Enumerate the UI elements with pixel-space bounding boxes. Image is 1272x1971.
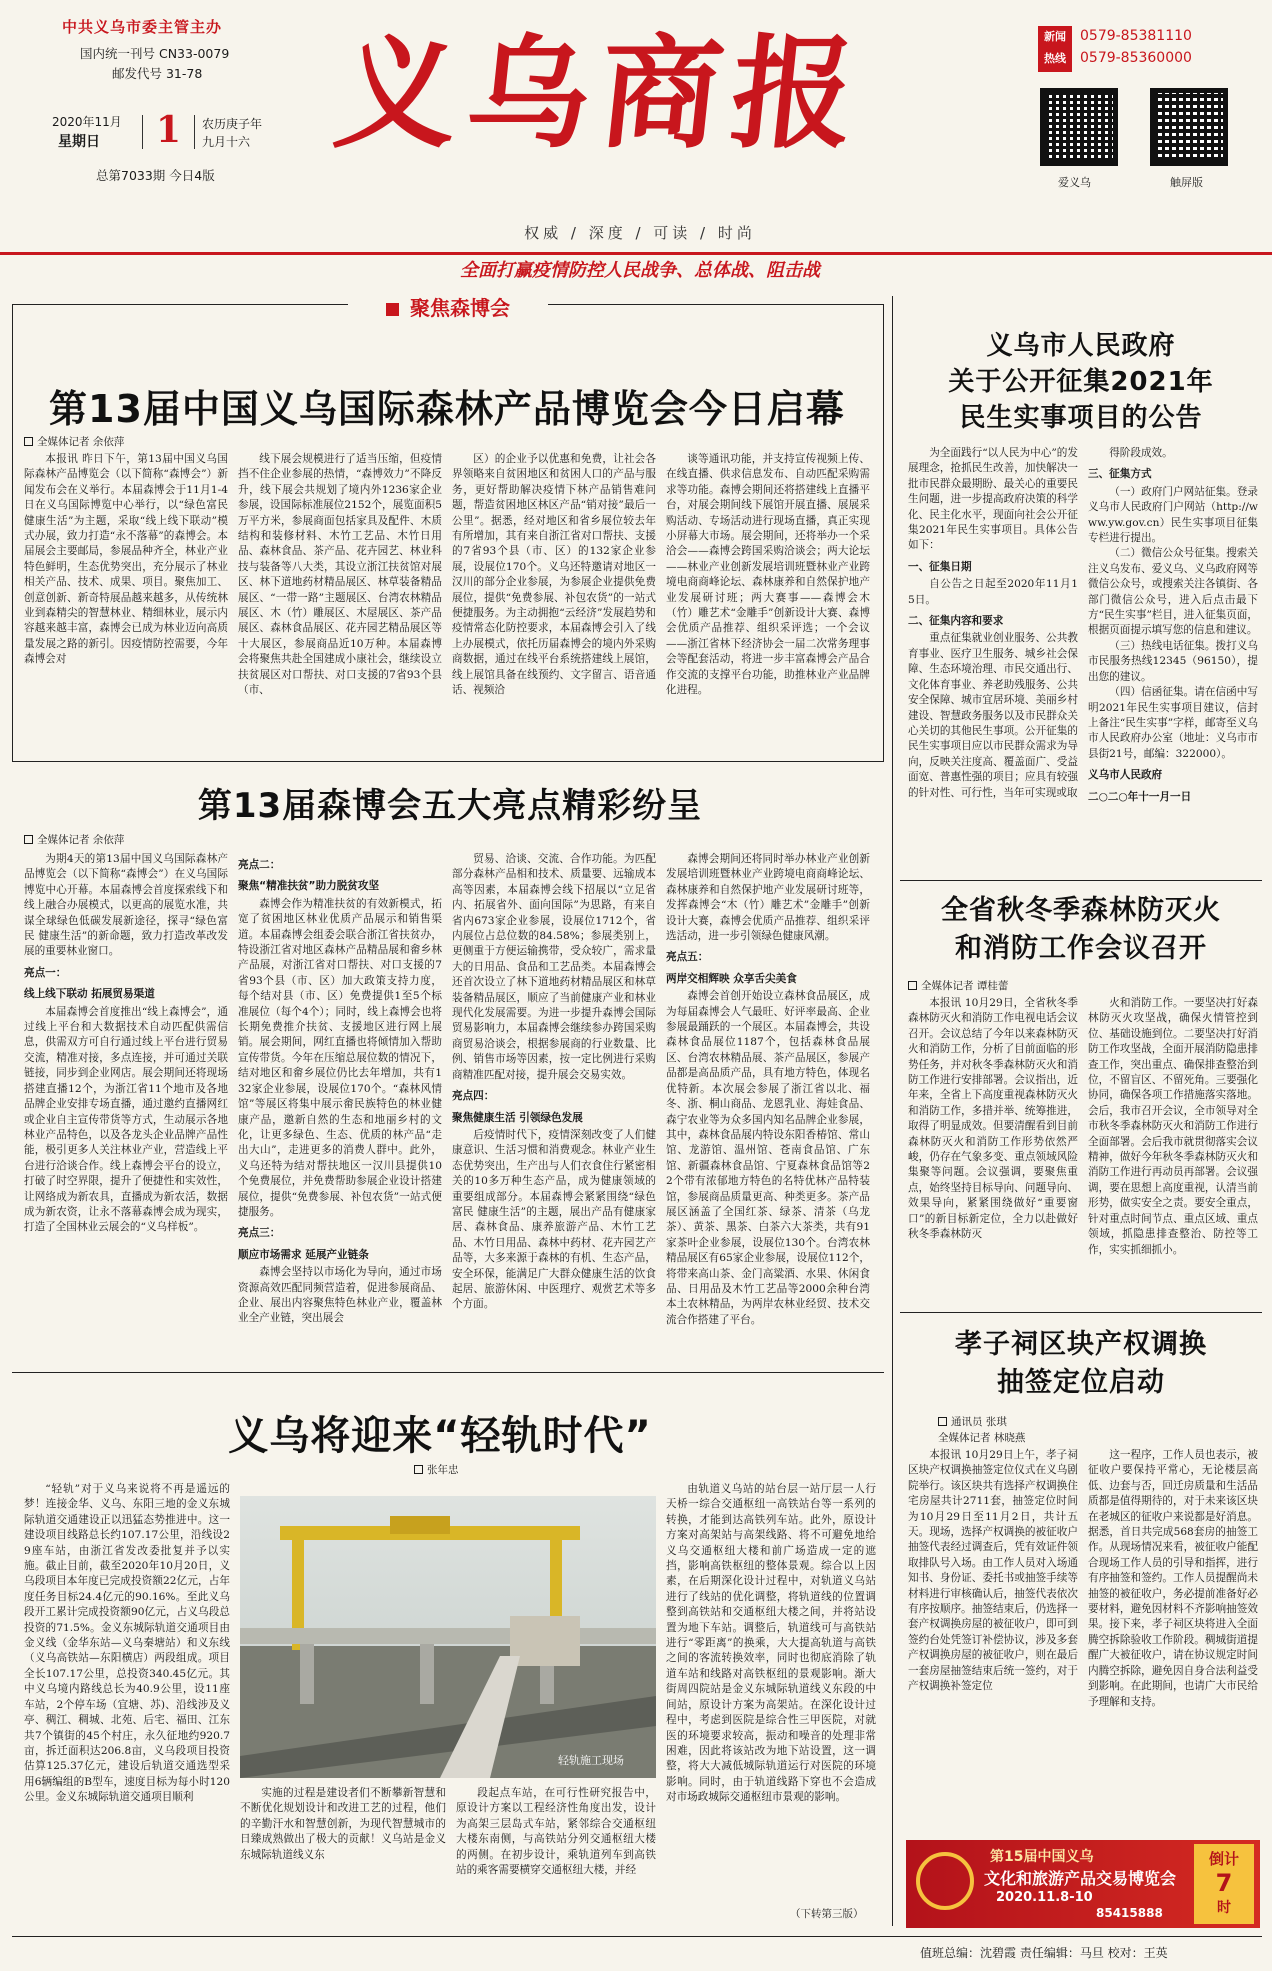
paragraph: 本届森博会首度推出“线上森博会”，通过线上平台和大数据技术自动匹配供需信息，供需双方可自行通过线上平台进行贸易交流，精准对接，多点连接，并可通过关联链接，同步到企业网店。展会期间还将现场搭建直播12个，为浙江省11个地市及各地品牌企业安排专场直播，通过邀约直播网红或企业自主宣传带货等方式，生动展示各地林业产品特色，以及各龙头企业品牌产品性能，极引更多人关注林业产业，营造线上平台进行洽谈合作。线上森博会平台的设立，打破了时空界限，提升了便捷性和实效性，让网络成为新农具，直播成为新农活，数据成为新农资，让永不落幕森博会成为现实，打造了全国林业云展会的“义乌样板”。 xyxy=(24,1005,228,1234)
ancestral-byline-1 xyxy=(938,1414,1007,1429)
ad-hotline: 85415888 xyxy=(1096,1906,1163,1920)
light-rail-col-4: 由轨道义乌站的站台层一站厅层一人行天桥一综合交通枢纽一高铁站台等一系列的转换，才能到达高铁列车站。此外，原设计方案对高架站与高架线路、将不可避免地给义乌交通枢纽大楼和前广场造成一定的遮挡，影响高铁枢纽的整体景观。综合以上因素，在后期深化设计过程中，对轨道义乌站进行了线站的优化调整，将轨道线的位置调整到高铁站和交通枢纽大楼之间，并将站设置为地下车站。调整后，轨道线可与高铁站进行“零距离”的换乘，大大提高轨道与高铁之间的客流转换效率，同时也彻底消除了轨道车站和线路对高铁枢纽的景观影响。渐大街周四院站是金义东城际轨道线义东段的中间站，原设计方案为高架站。在深化设计过程中，考虑到医院是综合性三甲医院，对就医的环境要求较高，振动和噪音的处理非常困难，因此将该站改为地下站设置，这一调整，将大大减低城际轨道运行对医院的环境影响。同时，由于轨道线路下穿也不会造成对市场政城际交通枢纽市景观的影响。 xyxy=(666,1483,876,1804)
lead-byline-text: 全媒体记者 余依萍 xyxy=(37,436,125,448)
highlights-byline-text: 全媒体记者 余依萍 xyxy=(37,834,125,846)
qr-label-1: 爱义乌 xyxy=(1058,176,1091,189)
forest-fire-headline xyxy=(900,892,1262,968)
paragraph: 自公告之日起至2020年11月15日。 xyxy=(908,578,1078,606)
light-rail-photo xyxy=(240,1496,656,1778)
notice-col-1 xyxy=(908,446,1078,872)
divider-horizontal-1 xyxy=(12,1372,884,1373)
paragraph: （四）信函征集。请在信函中写明2021年民生实事项目建议，信封上备注“民生实事”字样，邮寄至义乌市人民政府办公室（地址：义乌市市县街21号，邮编：322000）。 xyxy=(1088,686,1258,760)
subheading: 义乌市人民政府 xyxy=(1088,769,1163,782)
divider-horizontal-3 xyxy=(900,1312,1262,1313)
ancestral-byline-text-2: 全媒体记者 林晓燕 xyxy=(938,1432,1026,1444)
hotline-tag-2: 热线 xyxy=(1044,52,1066,65)
forest-fire-columns xyxy=(908,996,1258,1302)
sponsor-line: 中共义乌市委主管主办 xyxy=(62,18,223,36)
ad-logo-icon xyxy=(916,1852,974,1910)
footer-credits: 值班总编：沈碧霞 责任编辑：马旦 校对：王英 xyxy=(920,1946,1168,1960)
date-divider-2 xyxy=(194,115,195,149)
forest-fire-byline-text: 全媒体记者 谭桂蕾 xyxy=(921,980,1009,992)
highlights-col-3 xyxy=(452,852,656,1360)
notice-headline-3: 民生实事项目的公告 xyxy=(959,403,1203,433)
date-year-month: 2020年11月 xyxy=(52,115,122,129)
divider-horizontal-2 xyxy=(900,880,1262,881)
ad-edition: 第15届中国义乌 xyxy=(990,1849,1094,1865)
ancestral-columns xyxy=(908,1448,1258,1832)
subheading: 两岸交相辉映 众享舌尖美食 xyxy=(666,972,797,985)
hotline-block xyxy=(1038,26,1238,82)
paragraph: 后疫情时代下，疫情深刻改变了人们健康意识、生活习惯和消费观念。林业产业生态优势突出，生产出与人们衣食住行紧密相关的10多万种生态产品，成为健康领域的重要组成部分。本届森博会紧紧围绕“绿色富民 健康生活”的主题，展出产品有健康家居、森林食品、康养旅游产品、木竹工艺品、木竹日用品、森林中药材、花卉园艺产品等，大多来源于森林的有机、生态产品，安全环保，能满足广大群众健康生活的饮食起居、旅游休闲、中医理疗、观赏艺术等多个方面。 xyxy=(452,1128,656,1311)
section-label-text: 聚焦森博会 xyxy=(410,296,511,320)
lead-col-4: 谈等通讯功能，并支持宣传视频上传、在线直播、供求信息发布、自动匹配采购需求等功能。森博会期间还将搭建线上直播平台，对展会期间线下展馆开展直播、展展采购活动、专场活动进行现场直播，真正实现小屏幕大市场。展会期间，还将举办一个采洽会——森博会跨国采购洽谈会；两大论坛——林业产业创新发展培训班暨林业产业跨境电商商峰论坛、森林康养和自然保护地产业发展研讨班；两大赛事——森博会木（竹）雕艺术“金雕手”创新设计大赛、森博会优质产品推荐、组织采评选；一个会议——浙江省林下经济协会一届二次常务理事会等配套活动，将进一步丰富森博会产品合作交流的支撑平台功能，助推林业产业品牌化进程。 xyxy=(666,453,870,697)
subheading: 二、征集内容和要求 xyxy=(908,615,1004,628)
forest-fire-headline-1: 全省秋冬季森林防灭火 xyxy=(941,895,1221,926)
ancestral-byline-2 xyxy=(938,1430,1025,1445)
section-label-marker xyxy=(386,303,399,316)
ancestral-byline-text-1: 通讯员 张琪 xyxy=(951,1416,1007,1428)
light-rail-col-2: 实施的过程是建设者们不断攀新智慧和不断优化规划设计和改进工艺的过程，他们的辛勤汗水和智慧创新，为现代智慧城市的日臻成熟做出了极大的贡献！义乌站是金义东城际轨道线义东 xyxy=(240,1787,446,1861)
paragraph: 为全面践行“以人民为中心”的发展理念，抢抓民生改善，加快解决一批市民群众最期盼、最关心的重要民生问题，进一步提高政府决策的科学化、民主化水平，现面向社会公开征集2021年民生实事项目。具体公告如下： xyxy=(908,447,1078,552)
weekday: 星期日 xyxy=(58,134,100,150)
subheading: 一、征集日期 xyxy=(908,560,972,573)
ad-title: 文化和旅游产品交易博览会 xyxy=(984,1869,1177,1888)
byline-box-icon xyxy=(414,1465,423,1474)
ad-countdown xyxy=(1194,1844,1254,1924)
subheading: 聚焦“精准扶贫”助力脱贫攻坚 xyxy=(238,880,380,893)
campaign-slogan: 全面打赢疫情防控人民战争、总体战、阻击战 xyxy=(400,256,880,282)
hotline-badge xyxy=(1038,26,1072,72)
ancestral-headline-2: 抽签定位启动 xyxy=(997,1367,1165,1398)
light-rail-byline xyxy=(414,1462,459,1477)
campaign-bar xyxy=(0,252,1272,255)
paragraph: 森博会作为精准扶贫的有效新模式，拓宽了贫困地区林业优质产品展示和销售渠道。本届森博会组委会联合浙江省扶贫办，特设浙江省对地区森林产品精品展和畲乡林产品展，对浙江省对口帮扶、对口支援的7省93个县（市、区）加大政策支持力度，每个结对县（市、区）免费提供1至5个标准展位（每个4个）；同时，线上森博会也将长期免费推介扶贫、支援地区进行网上展销。展会期间，网红直播也将倾情加入帮助宣传带货。今年在压缩总展位数的情况下，结对地区和畲乡展位仍比去年增加，共有132家企业参展，设展位170个。“森林风情馆”等展区将集中展示畲民族特色的林业健康产品，邀新自然的生态和地丽乡村的文化，让更多绿色、生态、优质的林产品“走出大山”，走进更多的消费人群中。此外，义乌还特为结对帮扶地区一汉川县提供10个免费展位，并免费帮助参展企业设计搭建展位，提供“免费参展、补包农货”一站式便捷服务。 xyxy=(238,897,442,1218)
subheading: 亮点五： xyxy=(666,951,709,964)
highlights-col-4 xyxy=(666,852,870,1360)
byline-box-icon xyxy=(24,835,33,844)
lead-headline: 第13届中国义乌国际森林产品博览会今日启幕 xyxy=(49,387,845,431)
notice-col-2 xyxy=(1088,446,1258,872)
continued-note: （下转第三版） xyxy=(790,1908,864,1920)
subheading: 亮点二： xyxy=(238,859,281,871)
subheading: 顺应市场需求 延展产业链条 xyxy=(238,1248,369,1261)
paragraph: 森博会期间还将同时举办林业产业创新发展培训班暨林业产业跨境电商商峰论坛、森林康养和自然保护地产业发展研讨班等，发挥森博会“木（竹）雕艺术”金雕手”创新设计大赛，森博会优质产品推荐、组织采评选活动，进一步引领绿色健康风潮。 xyxy=(666,853,870,943)
light-rail-col-1: “轻轨”对于义乌来说将不再是遥远的梦！连接金华、义乌、东阳三地的金义东城际轨道交通建设正以迅猛态势推进中。这一建设项目线路总长约107.17公里，沿线设29座车站，由浙江省发改委批复并予以实施。截止目前，截至2020年10月20日，义乌段项目本年度已完成投资额22亿元，占年度任务目标24.4亿元的90.16%。至此义乌段开工累计完成投资额90亿元，占义乌段总投资的71.5%。金义东城际轨道交通项目由金义线（金华东站—义乌秦塘站）和义东线（义乌高铁站—东阳横店）两段组成。项目全长107.17公里，总投资340.45亿元。其中义乌境内路线总长为40.9公里，设11座车站，2个停车场（宜塘、苏)、沿线涉及义亭、稠江、稠城、北苑、后宅、福田、江东共7个镇街的45个村庄，永久征地约920.7亩，拆迁面积达206.8亩，义乌段项目投资估算125.37亿元，建设后轨道交通选型采用6辆编组的B型车，速度目标为每小时120公里。金义东城际轨道交通项目顺利 xyxy=(24,1483,230,1804)
highlights-col-2 xyxy=(238,852,442,1360)
notice-columns xyxy=(908,446,1258,872)
highlights-col-1 xyxy=(24,852,228,1360)
notice-headline-2: 关于公开征集2021年 xyxy=(948,367,1214,397)
light-rail-col-3: 段起点车站，在可行性研究报告中，原设计方案以工程经济性角度出发，设计为高架三层岛式车站，紧邻综合交通枢纽大楼东南侧，与高铁站分列交通枢纽大楼的两侧。在初步设计，乘轨道列车到高铁站的乘客需要横穿交通枢纽大楼，并经 xyxy=(456,1787,656,1877)
day-number: 1 xyxy=(156,109,182,151)
issue-info: 总第7033期 今日4版 xyxy=(96,168,215,183)
subheading: 亮点四： xyxy=(452,1090,495,1103)
qr-code-touch[interactable] xyxy=(1150,88,1228,166)
date-divider xyxy=(142,115,143,149)
paragraph: 贸易、洽谈、交流、合作功能。为匹配部分森林产品相和技术、质量要、远输成本高等因素，本届森博会线下招展以“立足省内、拓展省外、面向国际”为思路，有来自省内673家企业参展，设展位1712个，省内展位占总位数的84.58%；参展类别上，更侧重于方便运输携带，受众较广，需求量大的日用品、食品和工艺品类。本届森博会还首次设立了林下道地药材精品展区和林草装备精品展区，顺应了当前健康产业和林业现代化发展需要。为进一步提升森博会国际贸易影响力，本届森博会继续参办跨国采购商贸易洽谈会，根据参展商的行业数量、比例、销售市场等因素，按一定比例进行采购商精准匹配对接，提升展会交易实效。 xyxy=(452,853,656,1081)
divider-vertical xyxy=(892,296,893,1926)
lunar-day: 九月十六 xyxy=(202,135,251,149)
ad-countdown-days: 7 xyxy=(1215,1869,1233,1897)
ad-countdown-unit: 时 xyxy=(1217,1900,1231,1916)
section-label xyxy=(348,292,548,321)
forest-fire-headline-2: 和消防工作会议召开 xyxy=(955,933,1207,964)
cn-number: 国内统一刊号 CN33-0079 xyxy=(80,46,230,61)
photo-caption: 轻轨施工现场 xyxy=(558,1754,624,1767)
highlights-columns xyxy=(24,852,874,1360)
qr-label-2: 触屏版 xyxy=(1170,176,1203,189)
light-rail-headline: 义乌将迎来“轻轨时代” xyxy=(228,1413,652,1459)
footer-rule xyxy=(12,1936,1262,1937)
postal-code: 邮发代号 31-78 xyxy=(112,66,203,81)
ad-dates: 2020.11.8-10 xyxy=(996,1890,1093,1905)
hotline-number-1: 0579-85381110 xyxy=(1080,28,1192,44)
notice-headline-1: 义乌市人民政府 xyxy=(986,331,1176,361)
paragraph: 森博会坚持以市场化为导向，通过市场资源高效匹配同频营造着，促进参展商品、企业、展出内容聚焦特色林业产业，覆盖林业全产业链，突出展会 xyxy=(238,1266,442,1325)
byline-box-icon xyxy=(24,437,33,446)
date-block xyxy=(52,109,274,151)
light-rail-byline-text: 张年忠 xyxy=(427,1464,459,1476)
ancestral-headline xyxy=(900,1326,1262,1402)
subheading: 亮点三： xyxy=(238,1227,281,1240)
forest-fire-col-1: 本报讯 10月29日，全省秋冬季森林防灭火和消防工作电视电话会议召开。会议总结了今年以来森林防灭火和消防工作，分析了目前面临的形势任务，并对秋冬季森林防灭火和消防工作进行安排部署。会议指出，近年来，全省上下高度重视森林防灭火和消防工作，多措并举、统筹推进，取得了明显成效。但要清醒看到目前森林防灭火和消防工作形势依然严峻，仍存在气象多变、重点领域风险集聚等问题。会议强调，要聚焦重点，始终坚持目标导向、问题导向、效果导向，紧紧围绕做好“重要窗口”的新目标新定位，全力以赴做好秋冬季森林防灭 xyxy=(908,997,1078,1241)
subheading: 线上线下联动 拓展贸易渠道 xyxy=(24,988,155,1001)
subheading: 二○二○年十一月一日 xyxy=(1088,790,1192,803)
byline-box-icon xyxy=(938,1417,947,1426)
paragraph: 得阶段成效。 xyxy=(1109,447,1173,459)
expo-advertisement[interactable] xyxy=(906,1840,1260,1928)
lead-byline xyxy=(24,434,124,449)
paragraph: 为期4天的第13届中国义乌国际森林产品博览会（以下简称“森博会”）在义乌国际博览中心开幕。本届森博会首度探索线下和线上融合办展模式，以更高的展览水准，共谋全球绿色低碳发展新途径，探寻“绿色富民 健康生活”的新命题，致力打造改革改发展的重要林业窗口。 xyxy=(24,853,228,958)
paragraph: （一）政府门户网站征集。登录义乌市人民政府门户网站（http://www.yw.gov.cn）民生实事项目征集专栏进行提出。 xyxy=(1088,485,1258,545)
hotline-number-2: 0579-85360000 xyxy=(1080,50,1192,66)
newspaper-title: 义乌商报 xyxy=(328,21,872,165)
forest-fire-byline xyxy=(908,978,1008,993)
ancestral-col-1: 本报讯 10月29日上午，孝子祠区块产权调换抽签定位仪式在义乌剧院举行。该区块共有选择产权调换住宅房屋共计2711套，抽签定位时间为10月29日至11月2日，共计五天。现场，选择产权调换的被征收户抽签代表经过调查后，凭有效证件领取排队号入场。由工作人员对入场通知书、身份证、委托书或抽签手续等材料进行审核确认后，抽签代表依次有序按顺序。抽签结束后，仍选择一套产权调换房屋的被征收户，即可到签约台处凭签订补偿协议，涉及多套产权调换房屋的被征收户，则在最后一套房屋抽签结束后统一签约，对于产权调换补签定位 xyxy=(908,1449,1078,1693)
paragraph: 森博会首创开始设立森林食品展区，成为每届森博会人气最旺、好评率最高、企业参展最踊跃的一个展区。本届森博会，共设森林食品展位1187个，包括森林食品展区、台湾农林精品展、茶产品展区，参展产品都是高品质产品，具有地方特色，体现名优特新。本次展会参展了浙江省以北、福冬、浙、桐山商品、龙恩乳业、海娃食品、森宁农业等为众多国内知名品牌企业参展，其中，森林食品展内特设东阳香椿馆、常山馆、龙游馆、温州馆、苍南食品馆、广东馆、新疆森林食品馆、宁夏森林食品馆等22个带有浓郁地方特色的名特优林产品特装馆，参展商品质量更高、种类更多。茶产品展区涵盖了全国红茶、绿茶、清茶（乌龙茶）、黄茶、黑茶、白茶六大茶类，共有91家茶叶企业参展，设展位130个。台湾农林精品展区有65家企业参展，设展位112个，将带来高山茶、金门高粱酒、水果、休闲食品、日用品及木竹工艺品等2000余种台湾本土农林精品，为两岸农林业经贸、技术交流合作搭建了平台。 xyxy=(666,990,870,1326)
highlights-headline: 第13届森博会五大亮点精彩纷呈 xyxy=(197,786,703,826)
lead-col-1: 本报讯 昨日下午，第13届中国义乌国际森林产品博览会（以下简称“森博会”）新闻发布会在义举行。本届森博会于11月1-4日在义乌国际博览中心举行，以“绿色富民 健康生活”为主题，采取“线上线下联动”模式办展，致力打造“永不落幕”的森博会。本届展会主要邮局，参展品种齐全，林业产业特色鲜明，生态优势突出，充分展示了林业相关产品、技术、成果、项目。聚焦加工、创意创新、新奇特展品越来越多，从传统林业到森精尖的智慧林业、精细林业，展示内容越来越丰富，森博会已成为林业迈向高质量发展之路的新引。因疫情防控需要，今年森博会对 xyxy=(24,453,228,666)
notice-headline xyxy=(900,328,1262,436)
ancestral-headline-1: 孝子祠区块产权调换 xyxy=(955,1329,1207,1360)
subheading: 亮点一： xyxy=(24,966,67,979)
ancestral-col-2: 这一程序，工作人员也表示，被征收户要保持平常心，无论楼层高低、边套与否，回迁房质量和生活品质都是值得期待的，对于未来该区块在老城区的征收户来说都是好消息。据悉，首日共完成568套房的抽签工作。从现场情况来看，被征收户能配合现场工作人员的引导和指挥，进行有序抽签和签约。工作人员提醒尚未抽签的被征收户，务必提前准备好必要材料，避免因材料不齐影响抽签效果。接下来，孝子祠区块将进入全面腾空拆除验收工作阶段。稠城街道提醒广大被征收户，请在协议规定时间内腾空拆除，避免因自身合法利益受到影响。在此期间，也请广大市民给予理解和支持。 xyxy=(1088,1449,1258,1708)
forest-fire-col-2: 火和消防工作。一要坚决打好森林防灭火攻坚战，确保火情管控到位、基础设施到位。二要坚决打好消防工作攻坚战，全面开展消防隐患排查工作，突出重点、确保排查整治到位，不留盲区、不留死角。三要强化协同，确保各项工作措施落实落地。会后，我市召开会议，全市领导对全市秋冬季森林防灭火和消防工作进行全面部署。会后我市就贯彻落实会议精神，做好今年秋冬季森林防灭火和消防工作进行再动员再部署。会议强调，要在思想上高度重视，认清当前形势，做实安全之责。要安全重点，针对重点时间节点、重点区域、重点领域，抓隐患排查整治、防控等工作，实实抓细抓小。 xyxy=(1088,997,1258,1256)
paragraph: （二）微信公众号征集。搜索关注义乌发布、爱义乌、义乌政府网等微信公众号，或搜索关注各镇街、各部门微信公众号，进入后点击最下方“民生实事”栏目，进入征集页面，根据页面提示填写您的信息和建议。 xyxy=(1088,547,1258,637)
slogan: 权威 / 深度 / 可读 / 时尚 xyxy=(524,224,756,242)
subheading: 聚焦健康生活 引领绿色发展 xyxy=(452,1111,583,1124)
lunar-year: 农历庚子年 xyxy=(202,117,263,131)
construction-site-illustration xyxy=(240,1496,656,1778)
highlights-byline xyxy=(24,832,124,847)
paragraph: 重点征集就业创业服务、公共教育事业、医疗卫生服务、城乡社会保障、生态环境治理、市民交通出行、文化体育事业、养老助残服务、公共安全保障、城市宜居环境、美丽乡村建设、智慧政务服务以及市民群众关心关切的其他民生事项。公开征集的民生实事项目应以市民群众需求为导向，反映关注度高、覆盖面广、受益面宽、普惠性强的项目；应具有较强的针对性、可行性，当年可实现或取 xyxy=(908,632,1078,799)
subheading: 三、征集方式 xyxy=(1088,468,1152,481)
ad-countdown-label: 倒计 xyxy=(1208,1850,1239,1868)
byline-box-icon xyxy=(908,981,917,990)
masthead xyxy=(0,0,1272,281)
qr-code-ai-yiwu[interactable] xyxy=(1040,88,1118,166)
lead-columns xyxy=(24,452,874,752)
paragraph: （三）热线电话征集。拨打义乌市民服务热线12345（96150），提出您的建议。 xyxy=(1088,639,1258,683)
lead-col-3: 区）的企业予以优惠和免费，让社会各界领略来自贫困地区和贫困人口的产品与服务，更好帮助解决疫情下林产品销售难问题，帮造贫困地区林区产品“销对接”最后一公里”。据悉，经对地区和省乡展位较去年有所增加，其有来自浙江省对口帮扶、支援的7省93个县（市、区）的132家企业参展，设展位170个。义乌还特邀请对地区一汉川的部分企业参展，为参展企业提供免费展位，提供“免费参展、补包农货”的一站式便捷服务。为主动拥抱“云经济”发展趋势和疫情常态化防控要求，本届森博会引入了线上办展模式，依托历届森博会的境内外采购商数据，通过在线平台系统搭建线上展馆，线上展馆具备在线预约、文字留言、语音通话、视频洽 xyxy=(452,453,656,697)
hotline-tag-1: 新闻 xyxy=(1044,30,1066,43)
lead-col-2: 线下展会规模进行了适当压缩，但疫情挡不住企业参展的热情，“森博效力”不降反升，线下展会共规划了境内外1236家企业参展，设国际标准展位2152个，展览面积5万平方米，参展商面包括家具及配件、木质结构和装修材料、木竹工艺品、木竹日用品、森林食品、茶产品、花卉园艺、林业科技与装备等八大类，其设立浙江扶贫馆对展区、林下道地药材精品展区、林草装备精品展区、“一带一路”主题展区、台湾农林精品展区、木（竹）雕展区、木屋展区、茶产品展区、森林食品展区、花卉园艺精品展区等十大展区，参展商品近10万种。本届森博会将聚焦共赴全国建成小康社会，继续设立扶贫展区对口帮扶、对口支援的7省93个县（市、 xyxy=(238,453,442,697)
